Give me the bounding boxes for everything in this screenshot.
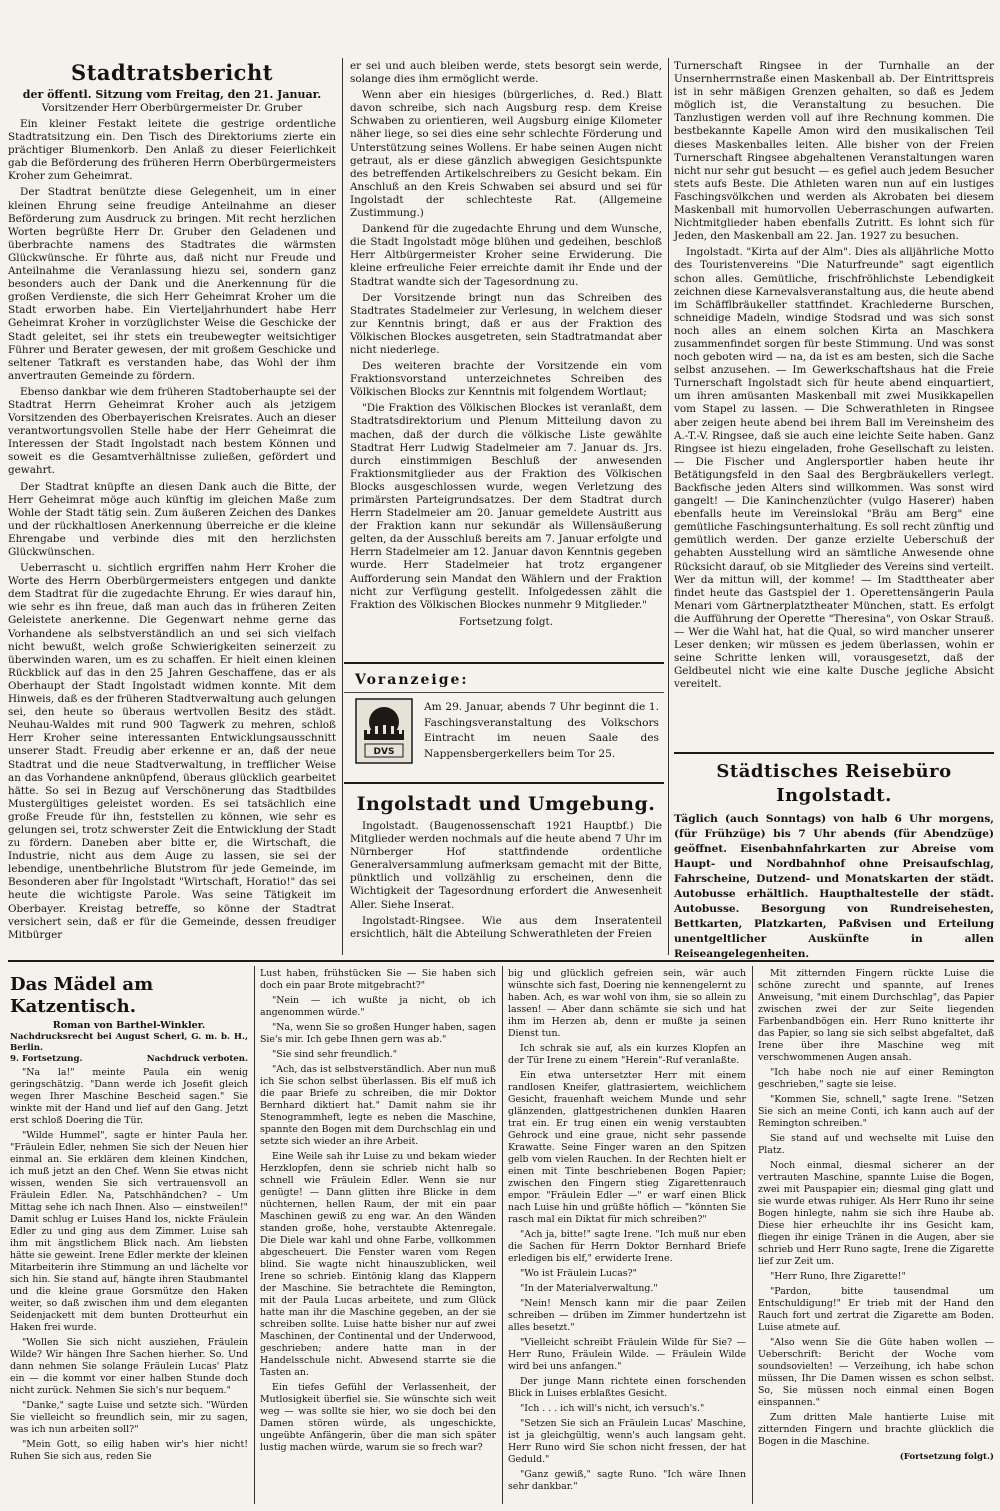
serial-noreprint: Nachdruck verboten. <box>146 1054 248 1064</box>
paragraph: "Mein Gott, so eilig haben wir's hier nicht! Ruhen Sie sich aus, reden Sie <box>10 1439 248 1462</box>
paragraph: er sei und auch bleiben werde, stets besorgt sein werde, solange dies ihm ermöglicht werde. <box>350 60 662 86</box>
paragraph: "Ganz gewiß," sagte Runo. "Ich wäre Ihnen sehr dankbar." <box>508 1469 746 1492</box>
paragraph: "Nein — ich wußte ja nicht, ob ich angenommen würde." <box>260 995 496 1018</box>
paragraph: "Setzen Sie sich an Fräulein Lucas' Maschine, ist ja gleichgültig, wenn's auch langsam geht. Herr Runo wird Sie schon nicht fressen, der hat Geduld." <box>508 1418 746 1465</box>
paragraph: Der Stadtrat benützte diese Gelegenheit, um in einer kleinen Ehrung seine freudige Anteilnahme an dieser Beförderung zum Ausdruck zu bringen. Mit recht herzlichen Worten begrüßte Herr Dr. Gruber den Geladenen und überbrachte namens des Stadtrates die wärmsten Glückwünsche. Er führte aus, daß nicht nur Freude und Anteilnahme die Veranlassung hiezu sei, sondern ganz besonders auch der Dank und die Anerkennung für die großen Verdienste, die sich Herr Geheimrat Kroher um die Stadt erworben habe. Ein Vierteljahrhundert habe Herr Geheimrat Kroher in vorzüglichster Weise die Geschicke der Stadt geleitet, sei ihr stets ein treubewegter weitsichtiger Führer und Berater gewesen, der mit großem Geschicke und seltener Tatkraft es verstanden habe, das Wohl der ihm anvertrauten Gemeinde zu fördern. <box>8 186 336 382</box>
paragraph: "Die Fraktion des Völkischen Blockes ist veranlaßt, dem Stadtratsdirektorium und Plenum Mitteilung davon zu machen, daß der durch die völkische Liste gewählte Stadtrat Herr Ludwig Stadelmeier am 7. Januar ds. Jrs. durch einstimmigen Beschluß der anwesenden Fraktionsmitglieder aus der Fraktion des Völkischen Blocks ausgeschlossen wurde, wegen Verletzung des primärsten Parteigrundsatzes. Der dem Stadtrat durch Herrn Stadelmeier am 20. Januar gemeldete Austritt aus der Fraktion kann nur sekundär als Willensäußerung gelten, da der Ausschluß bereits am 7. Januar erfolgte und Herrn Stadelmeier am 12. Januar davon Kenntnis gegeben wurde. Herr Stadelmeier hat trotz ergangener Aufforderung sein Mandat den Wählern und der Fraktion nicht zur Verfügung gestellt. Infolgedessen zählt die Fraktion des Völkischen Blockes nunmehr 9 Mitglieder." <box>350 402 662 611</box>
paragraph: Der Stadtrat knüpfte an diesen Dank auch die Bitte, der Herr Geheimrat möge auch künftig im gleichen Maße zum Wohle der Stadt tätig sein. Zum äußeren Zeichen des Dankes und der rückhaltlosen Anerkennung überreiche er die kleine Ehrengabe und verbinde dies mit den herzlichsten Glückwünschen. <box>8 480 336 558</box>
paragraph: Mit zitternden Fingern rückte Luise die schöne zurecht und spannte, auf Irenes Anweisung, "mit einem Durchschlag", das Papier zwischen zwei der zur Seite liegenden Farbenbandbögen ein. Herr Runo knitterte ihr das Papier, so lang sie sich selbst abgefaltet, daß Irene über ihre Maschine weg mit verschwommenen Augen ansah. <box>758 968 994 1063</box>
serial-part: 9. Fortsetzung. <box>10 1054 83 1064</box>
column-rule <box>254 966 255 1504</box>
article-title: Stadtratsbericht <box>71 60 273 85</box>
paragraph: Dankend für die zugedachte Ehrung und dem Wunsche, die Stadt Ingolstadt möge blühen und gedeihen, beschloß Herr Altbürgermeister Kroher seine Erwiderung. Die kleine erfreuliche Feier erreichte damit ihr Ende und der Stadtrat wandte sich der Tagesordnung zu. <box>350 223 662 288</box>
paragraph: "Vielleicht schreibt Fräulein Wilde für Sie? — Herr Runo, Fräulein Wilde. — Fräulein Wilde wird bei uns anfangen." <box>508 1337 746 1372</box>
paragraph: Ingolstadt-Ringsee. Wie aus dem Inseratenteil ersichtlich, hält die Abteilung Schwerathleten der Freien <box>350 914 662 940</box>
travel-top-rule <box>674 752 994 754</box>
paragraph: "Ach ja, bitte!" sagte Irene. "Ich muß nur eben die Sachen für Herrn Doktor Bernhard Briefe erledigen bis elf," erwiderte Irene. <box>508 1229 746 1264</box>
paragraph: Sie stand auf und wechselte mit Luise den Platz. <box>758 1133 994 1156</box>
paragraph: "Pardon, bitte tausendmal um Entschuldigung!" Er trieb mit der Hand den Rauch fort und zertrat die Zigarette am Boden. Luise atmete auf. <box>758 1286 994 1333</box>
paragraph: "Ich . . . ich will's nicht, ich versuch's." <box>520 1403 705 1414</box>
travel-office-text: Täglich (auch Sonntags) von halb 6 Uhr morgens, (für Frühzüge) bis 7 Uhr abends (für Abendzüge) geöffnet. Eisenbahnfahrkarten zur Abreise vom Haupt- und Nordbahnhof ohne Preisaufschlag, Fahrscheine, Dutzend- und Monatskarten der städt. Autobusse erhältlich. Haupthaltestelle der städt. Autobusse. Besorgung von Rundreisehesten, Bettkarten, Platzkarten, Paßvisen und Erteilung unentgeltlicher Auskünfte in allen Reiseangelegenheiten. <box>674 813 994 960</box>
paragraph: "Nein! Mensch kann mir die paar Zeilen schreiben — drüben im Zimmer hundertzehn ist alles besetzt." <box>508 1298 746 1333</box>
column-rule <box>502 966 503 1504</box>
paragraph: Noch einmal, diesmal sicherer an der vertrauten Maschine, spannte Luise die Bogen, zwei mit Pauspapier ein; diesmal ging glatt und sie wurde etwas ruhiger. Als Herr Runo ihr seine Bogen hinlegte, nahm sie sich ihre Haube ab. Diese hier erheuchlte ihr ins Gesicht kam, fliegen ihr einige Tränen in die Augen, aber sie schrieb und Herr Runo sagte, Irene die Zigarette lief zur Zeit um. <box>758 1160 994 1267</box>
continued-note: Fortsetzung folgt. <box>458 615 554 628</box>
article-continuation <box>350 60 662 660</box>
article-chair: Vorsitzender Herr Oberbürgermeister Dr. Gruber <box>41 102 303 114</box>
notice-top-rule <box>344 662 664 664</box>
serial-column-c <box>508 968 746 1504</box>
paragraph: Der junge Mann richtete einen forschenden Blick in Luises erblaßtes Gesicht. <box>508 1376 746 1399</box>
serial-continued: (Fortsetzung folgt.) <box>899 1452 994 1462</box>
column-rule <box>752 966 753 1504</box>
notice-divider <box>344 692 664 693</box>
serial-title: Das Mädel am Katzentisch. <box>10 974 154 1017</box>
serial-column-a <box>10 968 248 1504</box>
paragraph: "Herr Runo, Ihre Zigarette!" <box>770 1271 906 1282</box>
paragraph: Der Vorsitzende bringt nun das Schreiben des Stadtrates Stadelmeier zur Verlesung, in welchem dieser zur Kenntnis bringt, daß er aus der Fraktion des Völkischen Blockes ausgetreten, sein Stadtratmandat aber nicht niederlege. <box>350 291 662 356</box>
paragraph: "Danke," sagte Luise und setzte sich. "Würden Sie vielleicht so freundlich sein, mir zu sagen, was ich nun arbeiten soll?" <box>10 1400 248 1435</box>
notice-bottom-rule <box>344 782 664 784</box>
paragraph: Eine Weile sah ihr Luise zu und bekam wieder Herzklopfen, denn sie schrieb nicht halb so schnell wie Fräulein Edler. Wenn sie nur genügte! — Dann glitten ihre Blicke in dem nüchternen, hellen Raum, der mit ein paar Maschinen gewiß zu eng war. An den Wänden standen große, hohe, verstaubte Aktenregale. Die Diele war kahl und ohne Farbe, vollkommen abgescheuert. Die Fenster waren vom Regen blind. Sie wagte nicht hinauszublicken, weil Irene so schrieb. Eintönig klang das Klappern der Maschine. Sie betrachtete die Remington, mit der Paula Lucas arbeitete, und zum Glück hatte man ihr die Maschine gegeben, an der sie schreiben sollte. Luise hatte bisher nur auf zwei Maschinen, der Continental und der Underwood, geschrieben; andere hatte man in der Handelsschule nicht. Abwesend starrte sie die Tasten an. <box>260 1151 496 1378</box>
paragraph: Ein tiefes Gefühl der Verlassenheit, der Mutlosigkeit überfiel sie. Sie wünschte sich weit weg — was sollte sie hier, wo sie doch bei den Damen stören würde, als ungeschickte, ungeübte Anfängerin, über die man sich später lustig machen würde, warum sie so frech war? <box>260 1382 496 1453</box>
paragraph: Ingolstadt. (Baugenossenschaft 1921 Hauptbf.) Die Mitglieder werden nochmals auf die heute abend 7 Uhr im Nürnberger Hof stattfindende ordentliche Generalversammlung aufmerksam gemacht mit der Bitte, pünktlich und vollzählig zu erscheinen, denn die Wichtigkeit der Tagesordnung erfordert die Anwesenheit Aller. Siehe Inserat. <box>350 820 662 911</box>
local-news-section <box>350 792 662 954</box>
serial-rights: Nachdrucksrecht bei August Scherl, G. m. b. H., Berlin. <box>10 1032 248 1053</box>
paragraph: "Sie sind sehr freundlich." <box>272 1049 398 1060</box>
notice-title: Voranzeige: <box>355 672 469 688</box>
logo-text: DVS <box>373 747 395 757</box>
paragraph: "Wollen Sie sich nicht ausziehen, Fräulein Wilde? Wir hängen Ihre Sachen hierher. So. Und dann nehmen Sie solange Fräulein Lucas' Platz ein — die kommt vor einer halben Stunde doch nicht zurück. Nehmen Sie sich's nur bequem." <box>10 1337 248 1396</box>
serial-meta <box>10 1054 248 1065</box>
paragraph: "Wilde Hummel", sagte er hinter Paula her. "Fräulein Edler, nehmen Sie sich der Neuen hier einmal an. Sie erklären dem kleinen Kindchen, ich muß jetzt an den Chef. Wenn Sie etwas nicht wissen, wenden Sie sich vertrauensvoll an Fräulein Edler. Na, Patschhändchen? – Um Mittag sehe ich nach Ihnen. Also — einstweilen!" Damit schlug er Luises Hand los, nickte Fräulein Edler zu und ging aus dem Zimmer. Luise sah ihm mit ängstlichem Blick nach. Am liebsten hätte sie geweint. Irene Edler merkte der kleinen Mitarbeiterin ihre Stimmung an und lächelte vor sich hin. Sie stand auf, hängte ihren Staubmantel und die kleine graue Gorsmütze den Haken weiter, so daß zwischen ihm und dem eleganten Seidenjackett mit dem bunten Drotteurhut ein Haken frei wurde. <box>10 1130 248 1333</box>
serial-column-b <box>260 968 496 1504</box>
column-rule <box>668 58 669 955</box>
paragraph: Turnerschaft Ringsee in der Turnhalle an der Unsernherrnstraße einen Maskenball ab. Der Eintrittspreis ist in sehr mäßigen Grenzen gehalten, so daß es Jedem möglich ist, die Veranstaltung zu besuchen. Die Tanzlustigen werden voll auf ihre Rechnung kommen. Die bestbekannte Kapelle Amon wird den musikalischen Teil dieses Maskenballes leiten. Alle bisher von der Freien Turnerschaft Ringsee abgehaltenen Veranstaltungen waren nicht nur sehr gut besucht — es gefiel auch jedem Besucher stets aufs Beste. Die Athleten waren nun auf ein lustiges Faschingsvölkchen und werden als Akrobaten bei diesem Maskenball mit humorvollen Ueberraschungen aufwarten. Nichtmitglieder haben ebenfalls Zutritt. Es lohnt sich für Jeden, den Maskenball am 22. Jan. 1927 zu besuchen. <box>674 60 994 243</box>
paragraph: "Na, wenn Sie so großen Hunger haben, sagen Sie's mir. Ich gebe Ihnen gern was ab." <box>260 1022 496 1045</box>
paragraph: Lust haben, frühstücken Sie — Sie haben sich doch ein paar Brote mitgebracht?" <box>260 968 496 991</box>
travel-office-title: Städtisches Reisebüro Ingolstadt. <box>716 761 952 806</box>
serial-byline: Roman von Barthel-Winkler. <box>52 1020 206 1031</box>
paragraph: "Wo ist Fräulein Lucas?" <box>520 1268 637 1279</box>
paragraph: Ein etwa untersetzter Herr mit einem randlosen Kneifer, glattrasiertem, weichlichem Gesicht, frauenhaft weichem Munde und sehr glänzenden, glattgestrichenen dunklen Haaren trat ein. Er trug einen ein wenig verstaubten Gehrock und eine graue, nicht sehr passende Krawatte. Seine Finger waren an den Spitzen gelb vom vielen Rauchen. In der Rechten hielt er einen mit Tinte beschriebenen Bogen Papier; zwischen den Fingern stieg Zigarettenrauch empor. "Fräulein Edler —" er warf einen Blick nach Luise hin und grüßte höflich — "könnten Sie rasch mal ein Diktat für mich schreiben?" <box>508 1070 746 1225</box>
paragraph: Zum dritten Male hantierte Luise mit zitternden Fingern und brachte glücklich die Bogen in die Maschine. <box>758 1412 994 1447</box>
paragraph: Ich schrak sie auf, als ein kurzes Klopfen an der Tür Irene zu einem "Herein"-Ruf veranlaßte. <box>508 1043 746 1066</box>
paragraph: Wenn aber ein hiesiges (bürgerliches, d. Red.) Blatt davon schreibe, sich nach Augsburg resp. dem Kreise Schwaben zu orientieren, weil Augsburg einige Kilometer näher liege, so sei dies eine sehr schlechte Förderung und Unterstützung seines Wollens. Er habe seinen Augen nicht getraut, als er diese gänzlich abwegigen Gesichtspunkte des betreffenden Artikelschreibers zu Gesicht bekam. Ein Anschluß an den Kreis Schwaben sei absurd und sei für Ingolstadt der schlechteste Rat. (Allgemeine Zustimmung.) <box>350 89 662 220</box>
paragraph: "Ich habe noch nie auf einer Remington geschrieben," sagte sie leise. <box>758 1067 994 1090</box>
article-stadtratsbericht <box>8 60 336 953</box>
serial-column-d <box>758 968 994 1504</box>
paragraph: Ebenso dankbar wie dem früheren Stadtoberhaupte sei der Stadtrat Herrn Geheimrat Kroher auch als jetzigem Vorsitzenden des Oberbayerischen Kreisrates. Auch an dieser verantwortungsvollen Stelle habe der Herr Geheimrat die Interessen der Stadt Ingolstadt nach bestem Können und soweit es die Gesamtverhältnisse zuließen, gefördert und gewahrt. <box>8 385 336 477</box>
feuilleton-rule <box>8 960 994 962</box>
paragraph: Des weiteren brachte der Vorsitzende ein vom Fraktionsvorstand unterzeichnetes Schreiben des Völkischen Blocks zur Kenntnis mit folgendem Wortlaut; <box>350 360 662 399</box>
paragraph: Ueberrascht u. sichtlich ergriffen nahm Herr Kroher die Worte des Herrn Oberbürgermeisters entgegen und dankte dem Stadtrat für die zugedachte Ehrung. Er wies darauf hin, wie sehr es ihn freue, daß man auch das in früheren Zeiten Geleistete anerkenne. Die Gegenwart nehme gerne das Vorhandene als selbstverständlich an und sei sich vielfach nicht bewußt, welch große Schwierigkeiten seinerzeit zu überwinden waren, um es zu schaffen. Er hielt einen kleinen Rückblick auf das in den 25 Jahren Geschaffene, das er als Oberhaupt der Stadt Ingolstadt widmen konnte. Mit dem Hinweis, daß es der früheren Stadtverwaltung auch gelungen sei, den heute so überaus wertvollen Besitz des städt. Neuhau-Waldes mit rund 900 Tagwerk zu mehren, schloß Herr Kroher seine interessanten Entwicklungsausschnitt unserer Stadt. Freudig aber erkenne er an, daß der neue Stadtrat und die neue Stadtverwaltung, in trefflicher Weise an das Vorhandene anknüpfend, überaus glücklich gearbeitet hätte. So sei in Bezug auf Verschönerung das Stadtbildes Mustergültiges geleistet worden. Es sei tatsächlich eine große Freude für ihn, feststellen zu können, wie sehr es gelungen sei, trotz schwerster Zeit die Entwicklung der Stadt zu fördern. Daneben aber bitte er, die Wirtschaft, die Industrie, nicht aus dem Auge zu lassen, sie sei der lebendige, unentbehrliche Blutstrom für jede Gemeinde, im Besonderen aber für Ingolstadt "Wirtschaft, Horatio!" das sei heute die wichtigste Parole. Was seine Tätigkeit im Oberbayer. Kreistag betreffe, so könne der Stadtrat versichert sein, daß er für die Gemeinde, dessen freudiger Mitbürger <box>8 562 336 941</box>
paragraph: "Na la!" meinte Paula ein wenig geringschätzig. "Dann werde ich Josefit gleich wegen Ihrer Maschine Bescheid sagen." Sie winkte mit der Hand und lief auf den Gang. Jetzt erst schloß Doering die Tür. <box>10 1067 248 1126</box>
travel-office-ad <box>674 760 994 960</box>
paragraph: "Ach, das ist selbstverständlich. Aber nun muß ich Sie schon selbst überlassen. Bis elf muß ich die paar Briefe zu schreiben, die mir Doktor Bernhard diktiert hat." Damit nahm sie ihr Stenogrammheft, legte es neben die Maschine, spannte den Bogen mit dem Durchschlag ein und setzte sich wieder an ihre Arbeit. <box>260 1064 496 1147</box>
column-rule <box>342 58 343 955</box>
paragraph: "Also wenn Sie die Güte haben wollen — Ueberschrift: Bericht der Woche vom soundsovielten! — Verzeihung, ich habe schon müssen, Ihr Die Damen wissen es schon selbst. So, Sie müssen noch einmal einen Bogen einspannen." <box>758 1337 994 1408</box>
paragraph: big und glücklich gefreien sein, wär auch wünschte sich fast, Doering nie kennengelernt zu haben. Ach, es war wohl von ihm, sie so allein zu lassen! — Aber dann schämte sie sich und hat ihm im Herzen ab, denn er mußte ja seinen Dienst tun. <box>508 968 746 1039</box>
choir-logo-icon <box>355 698 413 764</box>
paragraph: "Kommen Sie, schnell," sagte Irene. "Setzen Sie sich an meine Conti, ich kann auch auf der Remington schreiben." <box>758 1094 994 1129</box>
notice-text: Am 29. Januar, abends 7 Uhr beginnt die 1. Faschingsveranstaltung des Volkschors Eintracht im neuen Saale des Nappensbergerkellers beim Tor 25. <box>424 701 659 760</box>
paragraph: Ingolstadt. "Kirta auf der Alm". Dies als alljährliche Motto des Touristenvereins "Die Naturfreunde" sagt eigentlich schon alles. Gemütliche, frischfröhlichste Lebendigkeit zeichnen diese Karnevalsveranstaltung aus, die heute abend im Schäfflbräukeller stattfindet. Krachlederne Burschen, schneidige Madeln, windige Stodsrad und was sich sonst noch alles an einem solchen Kirta an Maschkera zusammenfindet sorgen für beste Stimmung. Und was sonst noch geboten wird — na, da ist es am besten, sich die Sache selbst anzusehen. — Im Gewerkschaftshaus hat die Freie Turnerschaft Ingolstadt sich für heute abend einquartiert, um ihren amüsanten Maskenball mit zwei Musikkapellen vom Stapel zu lassen. — Die Schwerathleten in Ringsee aber zeigen heute abend bei ihrem Ball im Vereinsheim des A.-T.-V. Ringsee, daß sie auch eine leichte Seite haben. Ganz Ringsee ist hiezu eingeladen, frohe Gesellschaft zu leisten. — Die Fischer und Anglersportler haben heute ihr Betätigungsfeld in den Saal des Bergbräukellers verlegt. Backfische jeden Alters sind willkommen. Was sonst wird gangelt! — Die Kaninchenzüchter (vulgo Haserer) haben ebenfalls heute im Vereinslokal "Bräu am Berg" eine gemütliche Faschingsunterhaltung. Es soll recht zünftig und gemütlich werden. Der ganze erzielte Ueberschuß der gehabten Ausstellung wird an sämtliche Anwesende ohne Rücksicht darauf, ob sie Mitglieder des Vereins sind verteilt. Wer da mittun will, der komme! — Im Stadttheater aber findet heute das Gastspiel der 1. Operettensängerin Paula Menari vom Gärtnerplatztheater München, statt. Es erfolgt die Aufführung der Operette "Theresina", von Oskar Strauß. — Wer die Wahl hat, hat die Qual, so wird mancher unserer Leser denken; wir müssen es jedem überlassen, wohin er seine Schritte lenken will, vorausgesetzt, daß der Geldbeutel nicht wie eine kalte Dusche jegliche Absicht vereitelt. <box>674 246 994 691</box>
local-news-title: Ingolstadt und Umgebung. <box>356 793 656 815</box>
article-subtitle: der öffentl. Sitzung vom Freitag, den 21. Januar. <box>22 88 322 101</box>
paragraph: Ein kleiner Festakt leitete die gestrige ordentliche Stadtratsitzung ein. Den Tisch des Direktoriums zierte ein prächtiger Blumenkorb. Den Anlaß zu dieser Feierlichkeit gab die Beförderung des früheren Herrn Oberbürgermeisters Kroher zum Geheimrat. <box>8 118 336 183</box>
local-news-continuation <box>674 60 994 750</box>
paragraph: "In der Materialverwaltung." <box>520 1283 658 1294</box>
